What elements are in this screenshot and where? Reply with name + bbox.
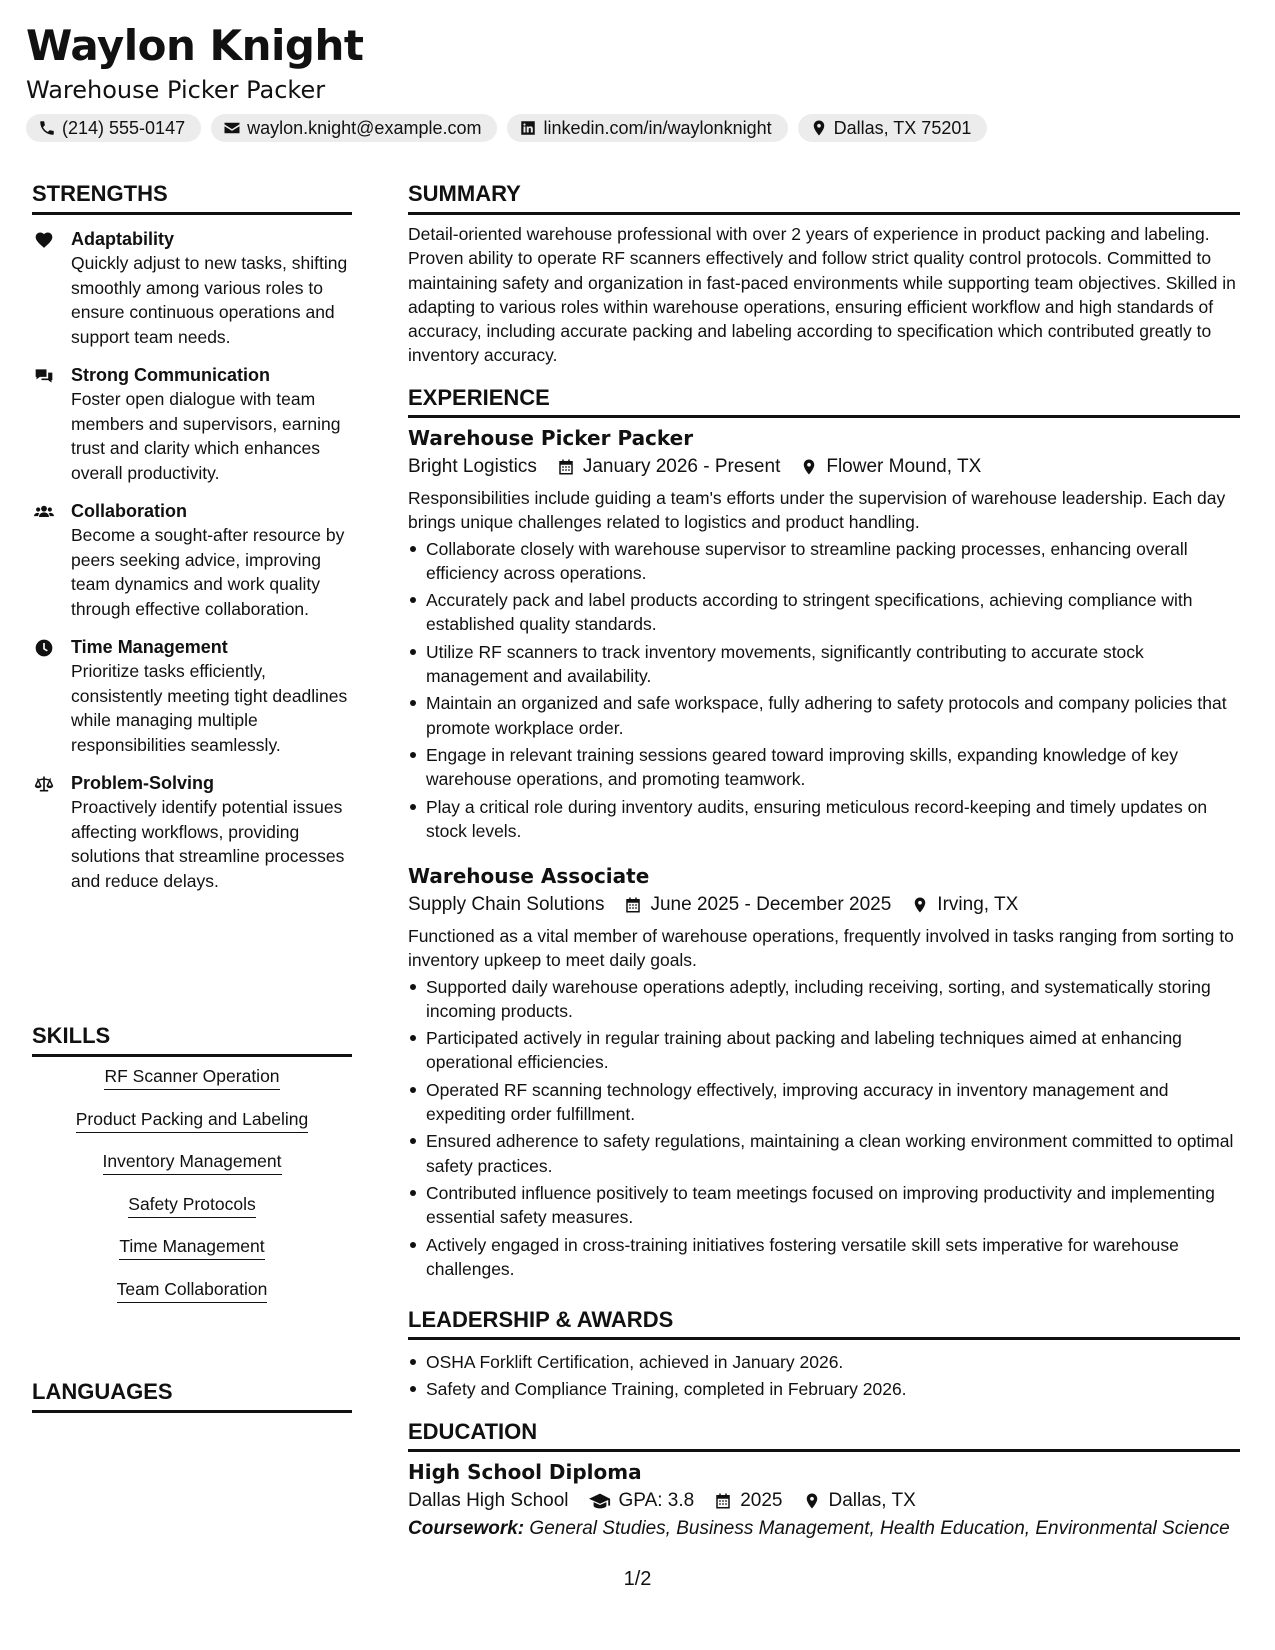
summary-rule: [408, 212, 1240, 215]
summary-text: Detail-oriented warehouse professional with over 2 years of experience in product packing and labeling. Proven ability to operate RF scanners effectively and follow strict quality control protocols. Committed to maintaining safety and organization in fast-paced environments while supporting team objectives. Skilled in adapting to various roles within warehouse operations, ensuring efficient workflow and high standards of accuracy, including accurate packing and labeling according to specification which contributed greatly to inventory accuracy.: [408, 224, 1236, 366]
calendar-icon: [624, 896, 642, 914]
school-location: Dallas, TX: [828, 1490, 916, 1511]
job-bullets: [408, 537, 1240, 844]
strength-item: [32, 227, 352, 349]
skill-item: [32, 1277, 352, 1303]
skills-rule: [32, 1054, 352, 1057]
job-title: Warehouse Associate: [408, 864, 650, 888]
bullet-item: Collaborate closely with warehouse supervisor to streamline packing processes, enhancing overall efficiency across operations.: [408, 537, 1240, 586]
calendar-icon: [557, 458, 575, 476]
strengths-list: [32, 227, 352, 907]
strength-title: Collaboration: [71, 501, 187, 521]
strength-title: Strong Communication: [71, 365, 270, 385]
linkedin-icon: [519, 119, 537, 137]
page-number: 1/2: [623, 1568, 652, 1590]
strengths-heading: STRENGTHS: [32, 181, 168, 206]
contact-bar: [26, 114, 987, 142]
job-entry: [408, 862, 1240, 1284]
strength-desc: Quickly adjust to new tasks, shifting smoothly among various roles to ensure continuous operations and support team needs.: [71, 253, 348, 347]
summary-heading: SUMMARY: [408, 181, 521, 206]
award-item: OSHA Forklift Certification, achieved in January 2026.: [408, 1350, 1240, 1374]
coursework-text: General Studies, Business Management, Health Education, Environmental Science: [529, 1518, 1230, 1539]
strength-desc: Proactively identify potential issues affecting workflows, providing solutions that streamline processes and reduce delays.: [71, 797, 345, 891]
job-bullets: [408, 975, 1240, 1282]
bullet-item: Accurately pack and label products according to stringent specifications, achieving compliance with established quality standards.: [408, 588, 1240, 637]
bullet-item: Contributed influence positively to team meetings focused on improving productivity and implementing essential safety measures.: [408, 1181, 1240, 1230]
email-contact[interactable]: [211, 114, 497, 142]
summary-section: [408, 222, 1240, 368]
skill-label: Time Management: [119, 1234, 264, 1260]
map-marker-icon: [803, 1492, 821, 1510]
job-dates: January 2026 - Present: [582, 456, 781, 477]
coursework-label: Coursework:: [408, 1518, 525, 1539]
gpa-text: GPA: 3.8: [618, 1490, 695, 1511]
candidate-name: Waylon Knight: [26, 21, 364, 70]
strength-item: [32, 635, 352, 757]
bullet-item: Supported daily warehouse operations adeptly, including receiving, sorting, and systematically storing incoming products.: [408, 975, 1240, 1024]
bullet-item: Maintain an organized and safe workspace, fully adhering to safety protocols and company policies that promote workplace order.: [408, 691, 1240, 740]
balance-scale-icon: [34, 774, 54, 794]
map-marker-icon: [810, 119, 828, 137]
skill-label: RF Scanner Operation: [104, 1064, 279, 1090]
location-text: Dallas, TX 75201: [833, 117, 972, 138]
skill-label: Product Packing and Labeling: [76, 1107, 309, 1133]
bullet-item: Participated actively in regular training about packing and labeling techniques aimed at enhancing operational efficiencies.: [408, 1026, 1240, 1075]
skill-label: Safety Protocols: [128, 1192, 255, 1218]
bullet-item: Utilize RF scanners to track inventory movements, significantly contributing to accurate stock management and availability.: [408, 640, 1240, 689]
school-name: Dallas High School: [408, 1490, 569, 1511]
phone-text: (214) 555-0147: [62, 117, 186, 138]
map-marker-icon: [800, 458, 818, 476]
job-title: Warehouse Picker Packer: [408, 426, 694, 450]
company-name: Bright Logistics: [408, 456, 537, 477]
email-text: waylon.knight@example.com: [247, 117, 482, 138]
languages-heading: LANGUAGES: [32, 1379, 173, 1404]
bullet-item: Actively engaged in cross-training initiatives fostering versatile skill sets imperative for warehouse challenges.: [408, 1233, 1240, 1282]
job-meta: [408, 452, 1240, 482]
envelope-icon: [223, 119, 241, 137]
job-dates: June 2025 - December 2025: [650, 894, 892, 915]
users-icon: [34, 502, 54, 522]
graduation-cap-icon: [589, 1490, 611, 1512]
awards-heading: LEADERSHIP & AWARDS: [408, 1307, 674, 1332]
awards-section: [408, 1348, 1240, 1405]
skills-heading: SKILLS: [32, 1023, 111, 1048]
bullet-item: Ensured adherence to safety regulations, maintaining a clean working environment committed to optimal safety practices.: [408, 1129, 1240, 1178]
job-location: Irving, TX: [937, 894, 1019, 915]
bullet-item: Engage in relevant training sessions geared toward improving skills, expanding knowledge of key warehouse operations, and promoting teamwork.: [408, 743, 1240, 792]
skill-item: [32, 1234, 352, 1260]
strength-item: [32, 771, 352, 893]
linkedin-text: linkedin.com/in/waylonknight: [543, 117, 772, 138]
job-meta: [408, 890, 1240, 920]
skill-label: Team Collaboration: [117, 1277, 268, 1303]
strength-title: Time Management: [71, 637, 228, 657]
bullet-item: Play a critical role during inventory audits, ensuring meticulous record-keeping and timely updates on stock levels.: [408, 795, 1240, 844]
skills-list: [32, 1064, 352, 1320]
strength-desc: Foster open dialogue with team members and supervisors, earning trust and clarity which enhances overall productivity.: [71, 389, 341, 483]
awards-list: [408, 1350, 1240, 1402]
strength-title: Problem-Solving: [71, 773, 215, 793]
skill-item: [32, 1064, 352, 1090]
coursework: [408, 1516, 1240, 1541]
degree-title: High School Diploma: [408, 1460, 642, 1484]
education-rule: [408, 1449, 1240, 1452]
linkedin-contact[interactable]: [507, 114, 787, 142]
heart-icon: [34, 230, 54, 250]
strengths-rule: [32, 212, 352, 215]
strength-title: Adaptability: [71, 229, 175, 249]
graduation-year: 2025: [740, 1490, 783, 1511]
skill-item: [32, 1107, 352, 1133]
skill-label: Inventory Management: [103, 1149, 282, 1175]
map-marker-icon: [911, 896, 929, 914]
calendar-icon: [714, 1492, 732, 1510]
education-meta: [408, 1486, 1240, 1516]
comments-icon: [34, 366, 54, 386]
experience-heading: EXPERIENCE: [408, 385, 550, 410]
job-description: Responsibilities include guiding a team's efforts under the supervision of warehouse leadership. Each day brings unique challenges related to logistics and product handling.: [408, 488, 1226, 533]
bullet-item: Operated RF scanning technology effectively, improving accuracy in inventory management and expediting order fulfillment.: [408, 1078, 1240, 1127]
strength-desc: Become a sought-after resource by peers seeking advice, improving team dynamics and work quality through effective collaboration.: [71, 525, 345, 619]
location-contact: [798, 114, 988, 142]
languages-rule: [32, 1410, 352, 1413]
clock-icon: [34, 638, 54, 658]
strength-desc: Prioritize tasks efficiently, consistently meeting tight deadlines while managing multiple responsibilities seamlessly.: [71, 661, 348, 755]
job-description: Functioned as a vital member of warehouse operations, frequently involved in tasks ranging from sorting to inventory upkeep to meet daily goals.: [408, 926, 1234, 971]
education-section: [408, 1458, 1240, 1541]
candidate-role: Warehouse Picker Packer: [26, 76, 326, 104]
strength-item: [32, 499, 352, 621]
skill-item: [32, 1192, 352, 1218]
strength-item: [32, 363, 352, 485]
experience-rule: [408, 415, 1240, 418]
phone-contact[interactable]: [26, 114, 201, 142]
company-name: Supply Chain Solutions: [408, 894, 605, 915]
phone-icon: [38, 119, 56, 137]
education-heading: EDUCATION: [408, 1419, 538, 1444]
job-entry: [408, 424, 1240, 846]
job-location: Flower Mound, TX: [826, 456, 982, 477]
awards-rule: [408, 1337, 1240, 1340]
award-item: Safety and Compliance Training, completed in February 2026.: [408, 1377, 1240, 1401]
skill-item: [32, 1149, 352, 1175]
